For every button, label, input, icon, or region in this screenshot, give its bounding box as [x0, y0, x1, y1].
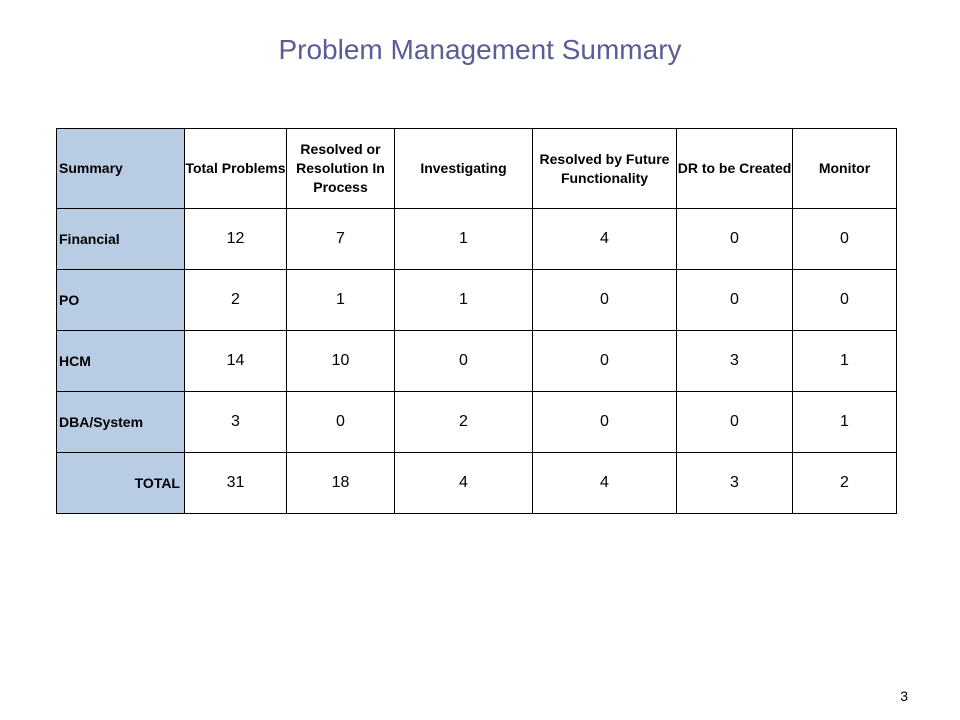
table-row-total	[57, 453, 897, 514]
table-cell: 3	[677, 331, 793, 392]
row-label: DBA/System	[57, 392, 185, 453]
page-title: Problem Management Summary	[278, 34, 682, 65]
header-dr-to-be-created: DR to be Created	[677, 129, 793, 209]
table-cell: 1	[287, 270, 395, 331]
header-resolved-by-future-functionality: Resolved by Future Functionality	[533, 129, 677, 209]
table-cell: 1	[395, 270, 533, 331]
table-cell: 14	[185, 331, 287, 392]
table-cell: 0	[533, 331, 677, 392]
table-cell: 18	[287, 453, 395, 514]
table-cell: 1	[793, 331, 897, 392]
row-label: HCM	[57, 331, 185, 392]
table-row	[57, 331, 897, 392]
table-cell: 3	[677, 453, 793, 514]
header-monitor: Monitor	[793, 129, 897, 209]
table-cell: 12	[185, 209, 287, 270]
table-cell: 0	[677, 270, 793, 331]
table-row	[57, 270, 897, 331]
header-resolved-or-resolution-in-process: Resolved or Resolution In Process	[287, 129, 395, 209]
table-cell: 4	[395, 453, 533, 514]
table-cell: 2	[395, 392, 533, 453]
table-header-row	[57, 129, 897, 209]
table-cell: 3	[185, 392, 287, 453]
header-investigating: Investigating	[395, 129, 533, 209]
table-cell: 0	[677, 209, 793, 270]
page-number: 3	[900, 688, 908, 704]
table-row	[57, 392, 897, 453]
table-cell: 2	[793, 453, 897, 514]
table-cell: 10	[287, 331, 395, 392]
header-total-problems: Total Problems	[185, 129, 287, 209]
table-row	[57, 209, 897, 270]
table-cell: 0	[793, 209, 897, 270]
row-label-total: TOTAL	[57, 453, 185, 514]
summary-table	[56, 128, 897, 514]
table-cell: 0	[793, 270, 897, 331]
table-cell: 1	[395, 209, 533, 270]
header-summary: Summary	[57, 129, 185, 209]
row-label: Financial	[57, 209, 185, 270]
table-cell: 0	[677, 392, 793, 453]
table-cell: 2	[185, 270, 287, 331]
table-cell: 0	[287, 392, 395, 453]
table-cell: 0	[395, 331, 533, 392]
table-cell: 0	[533, 392, 677, 453]
table-cell: 0	[533, 270, 677, 331]
table-cell: 31	[185, 453, 287, 514]
table-cell: 1	[793, 392, 897, 453]
row-label: PO	[57, 270, 185, 331]
table-cell: 7	[287, 209, 395, 270]
table-cell: 4	[533, 209, 677, 270]
table-cell: 4	[533, 453, 677, 514]
